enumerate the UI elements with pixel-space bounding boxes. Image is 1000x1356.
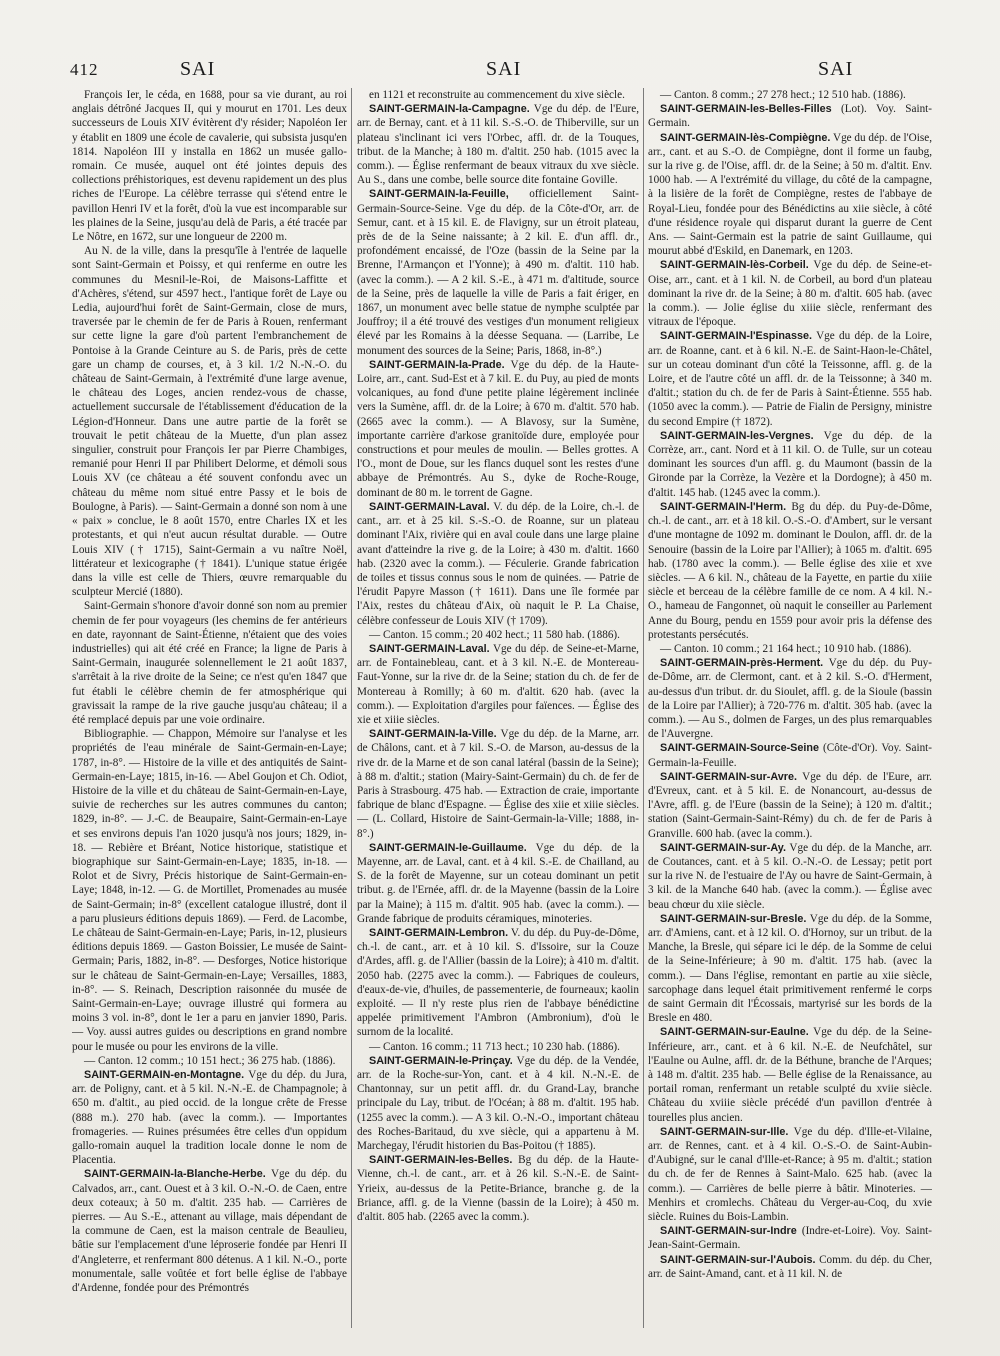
entry-paragraph bbox=[357, 88, 639, 102]
entry-text: Bg du dép. du Puy-de-Dôme, ch.-l. de cant., arr. et à 18 kil. O.-S.-O. d'Ambert, sur le versant d'une montagne de 1092 m. dominant le Doulon, affl. dr. de la Senouire (bassin de la Loire par l'Allier); à 1065 m. d'altit. 695 hab. (1780 avec la comm.). — Belle église des xiie et xve siècles. — A 6 kil. N., château de la Fayette, en partie du xiiie siècle et berceau de la célèbre famille de ce nom. A 4 kil. N.-O., hameau de Fangonnet, où naquit le conseiller au Parlement Anne du Bourg, pendu en 1559 pour avoir pris la défense des protestants persécutés. bbox=[648, 500, 932, 641]
dictionary-entry bbox=[357, 1054, 639, 1153]
entry-headword: SAINT-GERMAIN-Laval. bbox=[369, 642, 490, 655]
entry-text: (Indre-et-Loire). Voy. Saint-Jean-Saint-Germain. bbox=[648, 1225, 932, 1252]
entry-headword: SAINT-GERMAIN-Lembron. bbox=[369, 926, 509, 939]
dictionary-entry bbox=[648, 656, 932, 741]
entry-headword: SAINT-GERMAIN-l'Espinasse. bbox=[660, 330, 812, 343]
entry-text: Comm. du dép. du Cher, arr. de Saint-Amand, cant. et à 11 kil. N. de bbox=[648, 1253, 932, 1280]
entry-paragraph bbox=[648, 88, 932, 102]
entry-text: Vge du dép. du Puy-de-Dôme, arr. de Clermont, cant. et à 2 kil. S.-O. d'Herment, au-dessus d'un tribut. dr. du Sioulet, affl. g. de la Sioule (bassin de la Loire par l'Allier); à 720-776 m. d'altit. 305 hab. (avec la comm.). — Au S., dolmen de Farges, un des plus remarquables de l'Auvergne. bbox=[648, 657, 932, 741]
dictionary-entry bbox=[357, 187, 639, 357]
dictionary-entry bbox=[648, 770, 932, 841]
text-column-1 bbox=[72, 88, 347, 1328]
entry-text: Vge du dép. de la Loire, arr. de Roanne, cant. et à 6 kil. N.-E. de Saint-Haon-le-Châtel, sur un coteau dominant d'un côté la Teissonne, affl. g. de la Loire, et de l'autre côté un affl. dr. de la Teissonne; à 340 m. d'altit.; station du ch. de fer de Paris à Saint-Étienne. 555 hab. (1050 avec la comm.). — Patrie de Fialin de Persigny, ministre du second Empire († 1872). bbox=[648, 330, 932, 428]
dictionary-entry bbox=[648, 1125, 932, 1224]
entry-headword: SAINT-GERMAIN-la-Campagne. bbox=[369, 103, 530, 116]
column-divider bbox=[643, 88, 644, 1328]
entry-text: Vge du dép. de l'Eure, arr. de Bernay, cant. et à 11 kil. S.-S.-O. de Thiberville, sur un plateau s'inclinant ici vers l'Orbec, affl. dr. de la Touques, tribut. de la Manche; à 180 m. d'altit. 250 hab. (1015 avec la comm.). — Église renfermant de beaux vitraux du xve siècle. Au S., dans une combe, belle source dite fontaine Goville. bbox=[357, 103, 639, 187]
entry-headword: SAINT-GERMAIN-Laval. bbox=[369, 500, 490, 513]
entry-text: Vge du dép. de Seine-et-Marne, arr. de Fontainebleau, cant. et à 3 kil. N.-E. de Montereau-Faut-Yonne, sur la rive dr. de la Seine; station du ch. de fer de Montereau à Romilly; à 60 m. d'altit. 620 hab. (avec la comm.). — Exploitation d'argiles pour faïences. — Église des xie et xiiie siècles. bbox=[357, 642, 639, 726]
entry-headword: SAINT-GERMAIN-lès-Compiègne. bbox=[660, 131, 831, 144]
entry-headword: SAINT-GERMAIN-lès-Corbeil. bbox=[660, 259, 809, 272]
entry-headword: SAINT-GERMAIN-la-Feuille, bbox=[369, 188, 509, 201]
dictionary-entry bbox=[648, 131, 932, 259]
entry-text: — Canton. 15 comm.; 20 402 hect.; 11 580 hab. (1886). bbox=[369, 628, 620, 641]
dictionary-entry bbox=[648, 429, 932, 500]
entry-headword: SAINT-GERMAIN-sur-l'Aubois. bbox=[660, 1253, 816, 1266]
running-head-left: SAI bbox=[180, 58, 216, 80]
dictionary-entry bbox=[357, 102, 639, 187]
dictionary-entry bbox=[648, 741, 932, 769]
entry-text: V. du dép. du Puy-de-Dôme, ch.-l. de cant., arr. et à 10 kil. S. d'Issoire, sur la Couze d'Ardes, affl. g. de l'Allier (bassin de la Loire); à 410 m. d'altit. 2050 hab. (2275 avec la comm.). — Fabriques de couleurs, d'eaux-de-vie, d'huiles, de passementerie, de fourneaux; kaolin exploité. — Il n'y reste plus rien de l'abbaye bénédictine appelée primitivement l'Ambron (Ambronium), d'où le surnom de la localité. bbox=[357, 926, 639, 1039]
entry-headword: SAINT-GERMAIN-le-Prinçay. bbox=[369, 1054, 513, 1067]
entry-text: Vge du dép. du Jura, arr. de Poligny, cant. et à 5 kil. N.-N.-E. de Champagnole; à 650 m. d'altit., au pied occid. de la longue crête de Fresse (888 m.). 270 hab. (avec la comm.). — Importantes fromageries. — Ruines présumées être celles d'un oppidum gallo-romain auquel la tradition locale donne le nom de Placentia. bbox=[72, 1069, 347, 1167]
entry-paragraph bbox=[72, 244, 347, 599]
entry-text: (Lot). Voy. Saint-Germain. bbox=[648, 103, 932, 130]
entry-text: en 1121 et reconstruite au commencement du xive siècle. bbox=[369, 89, 625, 101]
entry-headword: SAINT-GERMAIN-en-Montagne. bbox=[84, 1069, 245, 1082]
entry-text: Vge du dép. de la Corrèze, arr., cant. Nord et à 11 kil. O. de Tulle, sur un coteau dominant les sources d'un affl. g. du Maumont (bassin de la Gironde par la Corrèze, la Vezère et la Dordogne); à 450 m. d'altit. 145 hab. (1245 avec la comm.). bbox=[648, 429, 932, 499]
entry-headword: SAINT-GERMAIN-sur-Bresle. bbox=[660, 912, 807, 925]
dictionary-entry bbox=[648, 1025, 932, 1124]
dictionary-entry bbox=[357, 1153, 639, 1224]
entry-text: Vge du dép. de la Mayenne, arr. de Laval, cant. et à 4 kil. S.-E. de Chailland, au S. de la forêt de Mayenne, sur un coteau dominant un petit tribut. g. de l'Ernée, affl. dr. de la Mayenne (bassin de la Loire par la Maine); à 115 m. d'altit. 905 hab. (avec la comm.). — Grande fabrique de produits céramiques, minoteries. bbox=[357, 841, 639, 925]
dictionary-entry bbox=[648, 1253, 932, 1281]
dictionary-entry bbox=[72, 1167, 347, 1295]
entry-text: officiellement Saint-Germain-Source-Seine. Vge du dép. de la Côte-d'Or, arr. de Semur, cant. et à 15 kil. E. de Flavigny, sur un étroit plateau, près de de la Seine naissante; à 2 kil. E. d'un affl. dr., profondément encaissé, de l'Oze (bassin de la Seine par la Brenne, l'Armançon et l'Yonne); à 490 m. d'altit. 110 hab. (avec la comm.). — A 2 kil. S.-E., à 471 m. d'altitude, source de la Seine, près de laquelle la ville de Paris a fait ériger, en 1867, un monument avec belle statue de nymphe sculptée par Jouffroy; il a été trouvé des vestiges d'un monument religieux élevé par les Romains à la déesse Sequana. — (Larribe, Le monument des sources de la Seine; Paris, 1868, in-8°.) bbox=[357, 188, 639, 357]
running-head-center: SAI bbox=[486, 58, 522, 80]
entry-text: — Canton. 12 comm.; 10 151 hect.; 36 275 hab. (1886). bbox=[84, 1054, 336, 1067]
entry-text: Vge du dép. de l'Oise, arr., cant. et au S.-O. de Compiègne, dont il forme un faubg, sur la rive g. de l'Oise, affl. dr. de la Seine; à 50 m. d'altit. Env. 1000 hab. — A l'extrémité du village, du côté de la campagne, à la lisière de la forêt de Compiègne, restes de l'abbaye de Royal-Lieu, fondée pour des Bénédictins au xiie siècle, à côté d'une résidence royale qui disparut durant la guerre de Cent Ans. — Saint-Germain est la patrie de saint Guillaume, qui mourut abbé d'Eskild, en Danemark, en 1203. bbox=[648, 131, 932, 258]
entry-headword: SAINT-GERMAIN-l'Herm. bbox=[660, 500, 787, 513]
page-number: 412 bbox=[70, 60, 99, 79]
entry-text: Vge du dép. d'Ille-et-Vilaine, arr. de Rennes, cant. et à 4 kil. O.-S.-O. de Saint-Aubin-d'Aubigné, sur le canal d'Ille-et-Rance; à 95 m. d'altit.; station du ch. de fer de Rennes à Saint-Malo. 625 hab. (avec la comm.). — Carrières de belle pierre à bâtir. Minoteries. — Menhirs et cromlechs. Château du Verger-au-Coq, du xvie siècle. Ruines du Bois-Lambin. bbox=[648, 1125, 932, 1224]
dictionary-entry bbox=[648, 258, 932, 329]
entry-headword: SAINT-GERMAIN-le-Guillaume. bbox=[369, 841, 527, 854]
dictionary-entry bbox=[357, 841, 639, 926]
entry-text: Au N. de la ville, dans la presqu'île à l'entrée de laquelle sont Saint-Germain et Poissy, et qui renferme en outre les communes du Mesnil-le-Roi, de Maisons-Laffitte et d'Achères, s'étend, sur 4597 hect., l'antique forêt de Laye ou Ledia, aujourd'hui forêt de Saint-Germain, close de murs, traversée par le chemin de fer de Paris à Rouen, renfermant sur cette ligne la gare d'où partent l'embranchement de Pontoise à la Grande Ceinture au S. de Paris, près de cette gare un champ de courses, et, à 3 kil. 1/2 N.-N.-O. du château de Saint-Germain, à l'extrémité d'une large avenue, le château des Loges, ancien rendez-vous de chasse, actuellement succursale de l'établissement d'éducation de la Légion-d'Honneur. Dans une autre partie de la forêt se trouvait le petit château de la Muette, d'un plan assez singulier, construit pour François Ier par Pierre Chambiges, remanié pour Henri II par Philibert Delorme, et démoli sous Louis XV (ce château a été souvent confondu avec un château du même nom situé entre Passy et le bois de Boulogne, à Paris). — Saint-Germain a donné son nom à une « paix » conclue, le 8 août 1570, entre Charles IX et les protestants, et qui n'eut aucun résultat durable. — Outre Louis XIV († 1715), Saint-Germain a vu naître Noël, littérateur et lexicographe († 1841). L'unique statue érigée dans la ville est celle de Thiers, œuvre remarquable du sculpteur Mercié (1880). bbox=[72, 245, 347, 599]
entry-paragraph bbox=[72, 727, 347, 1054]
entry-headword: SAINT-GERMAIN-la-Blanche-Herbe. bbox=[84, 1168, 266, 1181]
entry-text: Vge du dép. de la Seine-Inférieure, arr., cant. et à 6 kil. N.-E. de Neufchâtel, sur l'Eaulne ou Aulne, affl. dr. de la Béthune, branche de l'Arques; à 148 m. d'altit. 235 hab. — Belle église de la Renaissance, au portail roman, renfermant un retable sculpté du xviie siècle. Château du xviiie siècle précédé d'un pavillon d'entrée à tourelles plus ancien. bbox=[648, 1026, 932, 1124]
entry-headword: SAINT-GERMAIN-sur-Ille. bbox=[660, 1125, 789, 1138]
entry-text: François Ier, le céda, en 1688, pour sa vie durant, au roi anglais détrôné Jacques II, qui y mourut en 1701. Les deux successeurs de Louis XIV évitèrent d'y résider; Napoléon Ier y établit en 1809 une école de cavalerie, qui subsista jusqu'en 1814. Napoléon III y installa en 1862 un musée gallo-romain. Ce musée, auquel ont été jointes depuis des collections préhistoriques, est devenu rapidement un des plus riches de l'Europe. La célèbre terrasse qui s'étend entre le pavillon Henri IV et la forêt, d'où la vue est incomparable sur les plaines de la Seine, jusqu'au delà de Paris, a été tracée par Le Nôtre, en 1672, sur une longueur de 2200 m. bbox=[72, 89, 347, 244]
entry-text: Saint-Germain s'honore d'avoir donné son nom au premier chemin de fer pour voyageurs (les chemins de fer antérieurs en date, rayonnant de Saint-Étienne, n'étaient que des voies industrielles) qui ait été créé en France; la ligne de Paris à Saint-Germain, inaugurée solennellement le 21 août 1837, s'arrêtait à la rive droite de la Seine; ce n'est qu'en 1847 que fut établi le célèbre chemin de fer atmosphérique qui gravissait la rampe de la rive gauche jusqu'au château; il a été remplacé depuis par une voie ordinaire. bbox=[72, 600, 347, 726]
dictionary-entry bbox=[648, 841, 932, 912]
dictionary-entry bbox=[648, 102, 932, 130]
dictionary-entry bbox=[357, 926, 639, 1040]
entry-headword: SAINT-GERMAIN-sur-Indre bbox=[660, 1225, 797, 1238]
entry-paragraph bbox=[357, 628, 639, 642]
entry-text: Bg du dép. de la Haute-Vienne, ch.-l. de cant., arr. et à 26 kil. S.-N.-E. de Saint-Yrieix, au-dessus de la Petite-Briance, branche g. de la Briance, affl. g. de la Vienne (bassin de la Loire); à 450 m. d'altit. 805 hab. (2265 avec la comm.). bbox=[357, 1154, 639, 1224]
entry-paragraph bbox=[648, 642, 932, 656]
entry-paragraph bbox=[357, 1040, 639, 1054]
entry-headword: SAINT-GERMAIN-les-Belles-Filles bbox=[660, 103, 832, 116]
entry-headword: SAINT-GERMAIN-sur-Eaulne. bbox=[660, 1026, 809, 1039]
entry-text: (Côte-d'Or). Voy. Saint-Germain-la-Feuille. bbox=[648, 742, 932, 769]
entry-text: Vge du dép. de la Vendée, arr. de la Roche-sur-Yon, cant. et à 4 kil. N.-N.-E. de Chantonnay, sur un petit affl. dr. du Grand-Lay, branche principale du Lay, tribut. de l'Océan; à 88 m. d'altit. 195 hab. (1255 avec la comm.). — A 3 kil. O.-N.-O., important château des Roches-Baritaud, du xve siècle, qui a appartenu à M. Marchegay, l'érudit historien du Bas-Poitou († 1885). bbox=[357, 1054, 639, 1153]
entry-headword: SAINT-GERMAIN-les-Vergnes. bbox=[660, 429, 814, 442]
column-divider bbox=[351, 88, 352, 1328]
entry-headword: SAINT-GERMAIN-sur-Ay. bbox=[660, 841, 786, 854]
entry-headword: SAINT-GERMAIN-la-Prade. bbox=[369, 358, 505, 371]
dictionary-entry bbox=[72, 1068, 347, 1167]
dictionary-entry bbox=[357, 642, 639, 727]
entry-text: Vge du dép. de l'Eure, arr. d'Evreux, cant. et à 5 kil. E. de Nonancourt, au-dessus de l'Avre, affl. g. de l'Eure (bassin de la Seine); à 120 m. d'altit.; station (Saint-Germain-Saint-Rémy) du ch. de fer de Paris à Granville. 600 hab. (avec la comm.). bbox=[648, 770, 932, 840]
entry-paragraph bbox=[72, 88, 347, 244]
entry-text: Bibliographie. — Chappon, Mémoire sur l'analyse et les propriétés de l'eau minérale de Saint-Germain-en-Laye; 1787, in-8°. — Histoire de la ville et des antiquités de Saint-Germain-en-Laye; 1815, in-16. — Abel Goujon et Ch. Odiot, Histoire de la ville et du château de Saint-Germain-en-Laye, suivie de recherches sur les autres communes du canton; 1829, in-8°. — J.-C. de Beaupaire, Saint-Germain-en-Laye et ses environs depuis l'an 1020 jusqu'à nos jours; 1829, in-18. — Rebière et Bréant, Notice historique, statistique et biographique sur Saint-Germain-en-Laye; 1835, in-18. — Rolot et de Sivry, Précis historique de Saint-Germain-en-Laye; 1848, in-12. — G. de Mortillet, Promenades au musée de Saint-Germain; in-8° (excellent catalogue illustré, dont il a paru plusieurs éditions depuis 1869). — Ferd. de Lacombe, Le château de Saint-Germain-en-Laye; Paris, in-12, plusieurs éditions depuis 1869. — Gaston Boissier, Le musée de Saint-Germain; Paris, 1882, in-8°. — Desforges, Notice historique sur le château de Saint-Germain-en-Laye; Versailles, 1883, in-8°. — S. Reinach, Description raisonnée du musée de Saint-Germain-en-Laye; ouvrage illustré qui formera au moins 3 vol. in-8°, dont le 1er a paru en janvier 1890, Paris. — Voy. aussi autres guides ou descriptions en grand nombre pour le musée ou pour les environs de la ville. bbox=[72, 728, 347, 1053]
entry-text: — Canton. 8 comm.; 27 278 hect.; 12 510 hab. (1886). bbox=[660, 89, 906, 101]
entry-paragraph bbox=[72, 1054, 347, 1068]
entry-text: — Canton. 10 comm.; 21 164 hect.; 10 910 hab. (1886). bbox=[660, 642, 912, 655]
dictionary-entry bbox=[648, 329, 932, 428]
entry-headword: SAINT-GERMAIN-Source-Seine bbox=[660, 742, 819, 755]
entry-text: — Canton. 16 comm.; 11 713 hect.; 10 230 hab. (1886). bbox=[369, 1040, 620, 1053]
text-column-2 bbox=[357, 88, 639, 1328]
entry-headword: SAINT-GERMAIN-près-Herment. bbox=[660, 657, 824, 670]
entry-text: Vge du dép. du Calvados, arr., cant. Ouest et à 3 kil. O.-N.-O. de Caen, entre deux coteaux; à 50 m. d'altit. 235 hab. — Carrières de pierres. — Au S.-E., attenant au village, mais dépendant de la commune de Caen, est la maison centrale de Beaulieu, bâtie sur l'emplacement d'une léproserie fondée par Henri II d'Angleterre, et renfermant 800 détenus. A 1 kil. N.-O., porte monumentale, salle voûtée et fort belle église de l'abbaye d'Ardenne, fondée pour des Prémontrés bbox=[72, 1168, 347, 1295]
page-header bbox=[0, 52, 1000, 86]
dictionary-entry bbox=[648, 1224, 932, 1252]
dictionary-entry bbox=[648, 912, 932, 1026]
entry-text: Vge du dép. de la Manche, arr. de Coutances, cant. et à 5 kil. O.-N.-O. de Lessay; petit port sur la rive N. de l'estuaire de l'Ay ou havre de Saint-Germain, à 3 kil. de la Manche 640 hab. (avec la comm.). — Église avec beau chœur du xiie siècle. bbox=[648, 841, 932, 911]
entry-text: Vge du dép. de Seine-et-Oise, arr., cant. et à 1 kil. N. de Corbeil, au bord d'un plateau dominant la rive dr. de la Seine; à 80 m. d'altit. 605 hab. (avec la comm.). — Jolie église du xiiie siècle, renfermant des vitraux de l'époque. bbox=[648, 259, 932, 329]
entry-paragraph bbox=[72, 599, 347, 727]
entry-headword: SAINT-GERMAIN-les-Belles. bbox=[369, 1154, 513, 1167]
entry-text: Vge du dép. de la Somme, arr. d'Amiens, cant. et à 12 kil. O. d'Hornoy, sur un tribut. de la Manche, la Bresle, qui sépare ici le dép. de la Somme de celui de la Seine-Inférieure; à 90 m. d'altit. 175 hab. (avec la comm.). — Dans l'église, remontant en partie au xiie siècle, sarcophage dans lequel était primitivement renfermé le corps de saint Germain dit l'Écossais, martyrisé sur les bords de la Bresle en 480. bbox=[648, 912, 932, 1025]
running-head-right: SAI bbox=[818, 58, 854, 80]
dictionary-entry bbox=[357, 500, 639, 628]
dictionary-entry bbox=[648, 500, 932, 642]
entry-text: V. du dép. de la Loire, ch.-l. de cant., arr. et à 25 kil. S.-S.-O. de Roanne, sur un plateau dominant l'Aix, rivière qui en aval coule dans une large plaine avant d'atteindre la rive g. de la Loire; à 430 m. d'altit. 1660 hab. (2320 avec la comm.). — Féculerie. Grande fabrication de toiles et tissus connus sous le nom de quinées. — Patrie de l'érudit Papyre Masson († 1611). Dans une île formée par l'Aix, restes du château d'Aix, où naquit le P. La Chaise, célèbre confesseur de Louis XIV († 1709). bbox=[357, 500, 639, 627]
text-column-3 bbox=[648, 88, 932, 1328]
entry-headword: SAINT-GERMAIN-la-Ville. bbox=[369, 728, 497, 741]
entry-headword: SAINT-GERMAIN-sur-Avre. bbox=[660, 770, 797, 783]
entry-text: Vge du dép. de la Marne, arr. de Châlons, cant. et à 7 kil. S.-O. de Marson, au-dessus de la rive dr. de la Marne et de son canal latéral (bassin de la Seine); à 88 m. d'altit.; station (Mairy-Saint-Germain) du ch. de fer de Paris à Strasbourg. 475 hab. — Extraction de craie, importante fabrique de blanc d'Espagne. — Église des xiie et xiiie siècles. — (L. Collard, Histoire de Saint-Germain-la-Ville; 1888, in-8°.) bbox=[357, 728, 639, 840]
dictionary-entry bbox=[357, 727, 639, 841]
dictionary-entry bbox=[357, 358, 639, 500]
entry-text: Vge du dép. de la Haute-Loire, arr., cant. Sud-Est et à 7 kil. E. du Puy, au pied de monts volcaniques, au fond d'une petite plaine légèrement inclinée vers la Sumène, affl. dr. de la Loire; à 670 m. d'altit. 570 hab. (2665 avec la comm.). — A Blavosy, sur la Sumène, importante carrière d'arkose granitoïde dure, employée pour constructions et pour meules de moulin. — Belles grottes. A l'O., mont de Doue, sur les flancs duquel sont les restes d'une abbaye de Prémontrés. Au S., dyke de Roche-Rouge, dominant de 80 m. le torrent de Gagne. bbox=[357, 358, 639, 499]
